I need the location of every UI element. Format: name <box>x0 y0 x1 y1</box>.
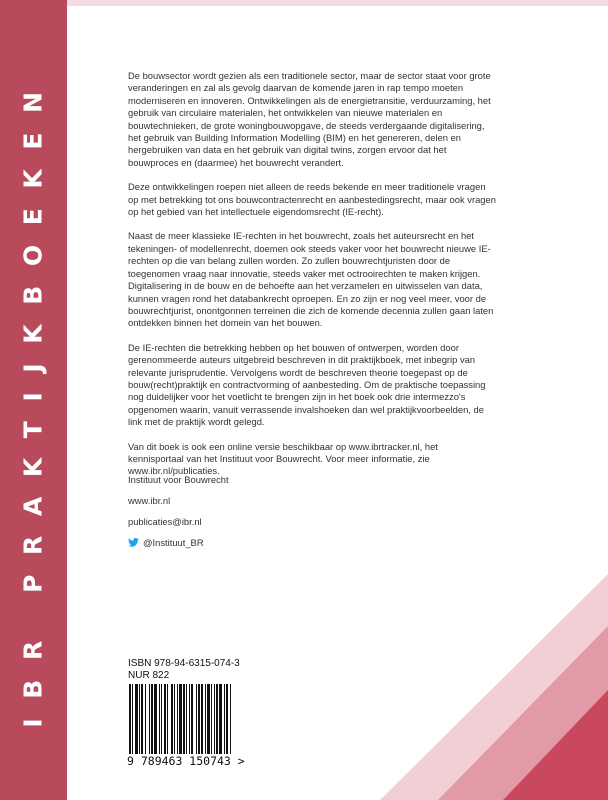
twitter-handle: @Instituut_BR <box>143 537 204 548</box>
barcode-bar <box>161 684 162 754</box>
barcode <box>127 684 259 754</box>
back-cover-text <box>128 70 496 490</box>
barcode-bar <box>177 684 178 754</box>
barcode-bar <box>205 684 206 754</box>
spine-title: IBR PRAKTIJKBOEKEN <box>18 72 48 728</box>
barcode-bar <box>196 684 197 754</box>
barcode-bar <box>159 684 160 754</box>
paragraph-5: Van dit boek is ook een online versie beschikbaar op www.ibrtracker.nl, het kennisportaal van het Instituut voor Bouwrecht. Voor meer informatie, zie www.ibr.nl/publicaties. <box>128 440 438 477</box>
barcode-bar <box>164 684 166 754</box>
barcode-bar <box>135 684 138 754</box>
barcode-bar <box>230 684 231 754</box>
contact-block <box>128 474 229 558</box>
paragraph-4: De IE-rechten die betrekking hebben op het bouwen of ontwerpen, worden door gerenommeerde auteurs uitgebreid beschreven in dit praktijkboek, met inbegrip van relevante jurisprudentie. Vervolgens wordt de beschreven theorie toegepast op de bouw(recht)praktijk en contractvorming of aanbesteding. Om de praktische toepassing nog duidelijker voor het voetlicht te brengen zijn in het boek ook drie intermezzo's opgenomen waarin, vanuit verrassende invalshoeken dan wel praktijkvoorbeelden, de link met de praktijk wordt gelegd. <box>128 341 486 428</box>
barcode-bar <box>141 684 143 754</box>
barcode-bar <box>139 684 140 754</box>
isbn-block <box>128 658 240 682</box>
website-link[interactable]: www.ibr.nl <box>128 495 171 506</box>
barcode-bar <box>151 684 153 754</box>
nur-code: NUR 822 <box>128 670 170 681</box>
barcode-bar <box>186 684 187 754</box>
barcode-bar <box>224 684 225 754</box>
barcode-bar <box>129 684 131 754</box>
twitter-bird-icon <box>128 538 139 547</box>
barcode-bar <box>171 684 173 754</box>
barcode-bar <box>216 684 218 754</box>
barcode-bar <box>226 684 228 754</box>
paragraph-1: De bouwsector wordt gezien als een traditionele sector, maar de sector staat voor grote veranderingen en zal als gevolg daarvan de komende jaren in rap tempo moeten moderniseren en innoveren. Ontwikkelingen als de energietransitie, verduurzaming, het gebruik van circulaire materialen, het ontwikkelen van nieuwe materialen en bouwtechnieken, de grote woningbouwopgave, de steeds verdergaande digitalisering, het gebruik van Building Information Modelling (BIM) en het genereren, delen en hergebruiken van data en het gebruik van digital twins, zorgen ervoor dat het bouwproces en (daarmee) het bouwrecht verandert. <box>128 70 491 168</box>
barcode-bar <box>198 684 200 754</box>
twitter-handle-row[interactable] <box>128 537 229 548</box>
barcode-bar <box>207 684 210 754</box>
barcode-digits: 9 789463 150743 > <box>127 754 245 768</box>
paragraph-2: Deze ontwikkelingen roepen niet alleen de reeds bekende en meer traditionele vragen op met betrekking tot ons bouwcontractenrecht en aanbestedingsrecht, maar ook vragen op het gebied van het intellectuele eigendomsrecht (IE-recht). <box>128 181 496 218</box>
top-edge-band <box>67 0 608 6</box>
isbn-number: ISBN 978-94-6315-074-3 <box>128 658 240 669</box>
barcode-bar <box>179 684 182 754</box>
barcode-bar <box>149 684 150 754</box>
barcode-bar <box>211 684 212 754</box>
barcode-bar <box>189 684 190 754</box>
publisher-name: Instituut voor Bouwrecht <box>128 474 229 485</box>
barcode-bar <box>145 684 146 754</box>
barcode-bar <box>214 684 215 754</box>
barcode-bar <box>201 684 203 754</box>
email-link[interactable]: publicaties@ibr.nl <box>128 516 202 527</box>
barcode-bar <box>174 684 175 754</box>
barcode-bar <box>167 684 168 754</box>
barcode-bar <box>183 684 185 754</box>
barcode-bar <box>132 684 133 754</box>
paragraph-3: Naast de meer klassieke IE-rechten in het bouwrecht, zoals het auteursrecht en het tekeningen- of modellenrecht, doemen ook steeds vaker voor het bouwrecht nieuwe IE-rechten op die van belang zullen worden. Zo zullen bouwrechtjuristen door de toegenomen vraag naar innovatie, steeds vaker met octrooirechten te maken krijgen. Digitalisering in de bouw en de behoefte aan het verzamelen en uitwisselen van data, kunnen vragen rond het databankrecht oproepen. En zo zijn er nog veel meer, voor de bouwrechtjurist, onontgonnen terreinen die zich de komende decennia zullen gaan laten ontdekken binnen het domein van het bouwen. <box>128 230 494 329</box>
barcode-bar <box>191 684 193 754</box>
barcode-bar <box>219 684 222 754</box>
barcode-bar <box>154 684 157 754</box>
